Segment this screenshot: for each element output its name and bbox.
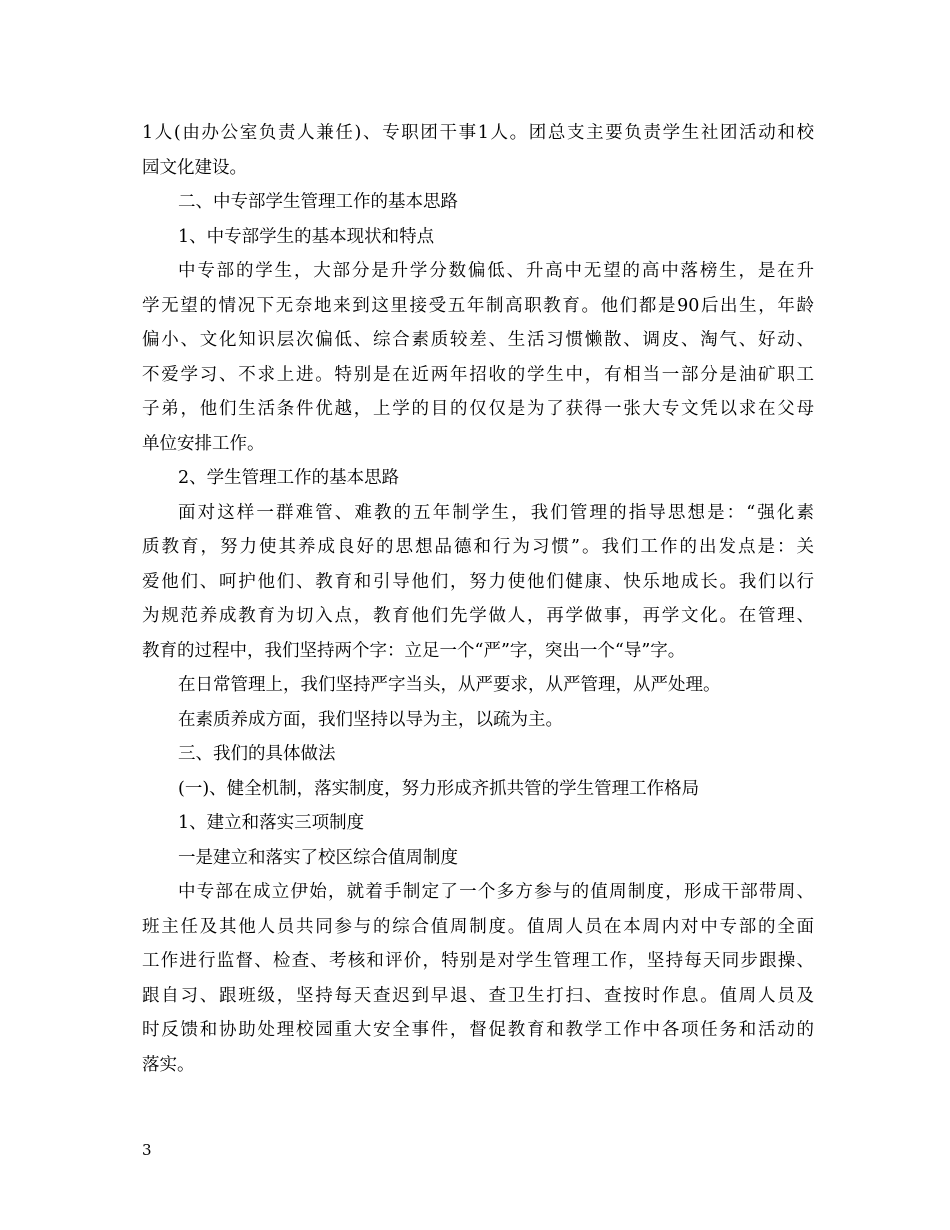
- text-line: 时反馈和协助处理校园重大安全事件，督促教育和教学工作中各项任务和活动的: [142, 1020, 814, 1040]
- text-line: 在素质养成方面，我们坚持以导为主，以疏为主。: [178, 709, 563, 730]
- text-line: 质教育，努力使其养成良好的思想品德和行为习惯”。我们工作的出发点是：关: [142, 537, 814, 557]
- text-line: 中专部在成立伊始，就着手制定了一个多方参与的值周制度，形成干部带周、: [178, 882, 814, 902]
- text-line: 单位安排工作。: [142, 433, 265, 454]
- page-number: 3: [142, 1141, 152, 1159]
- text-line: 学无望的情况下无奈地来到这里接受五年制高职教育。他们都是90后出生，年龄: [142, 295, 814, 316]
- text-line: 工作进行监督、检查、考核和评价，特别是对学生管理工作，坚持每天同步跟操、: [142, 951, 814, 971]
- text-line: 二、中专部学生管理工作的基本思路: [178, 192, 458, 212]
- text-line: 1、建立和落实三项制度: [178, 813, 365, 833]
- text-line: (一)、健全机制，落实制度，努力形成齐抓共管的学生管理工作格局: [178, 778, 700, 799]
- text-line: 园文化建设。: [142, 157, 247, 178]
- text-line: 不爱学习、不求上进。特别是在近两年招收的学生中，有相当一部分是油矿职工: [142, 364, 814, 385]
- text-line: 1、中专部学生的基本现状和特点: [178, 226, 435, 247]
- text-line: 爱他们、呵护他们、教育和引导他们，努力使他们健康、快乐地成长。我们以行: [142, 571, 814, 592]
- document-body: [142, 116, 814, 1082]
- text-line: 落实。: [142, 1054, 195, 1075]
- text-line: 班主任及其他人员共同参与的综合值周制度。值周人员在本周内对中专部的全面: [142, 916, 814, 937]
- text-line: 面对这样一群难管、难教的五年制学生，我们管理的指导思想是：“强化素: [178, 502, 814, 523]
- text-line: 中专部的学生，大部分是升学分数偏低、升高中无望的高中落榜生，是在升: [178, 261, 814, 281]
- text-line: 教育的过程中，我们坚持两个字：立足一个“严”字，突出一个“导”字。: [142, 640, 686, 661]
- text-line: 子弟，他们生活条件优越，上学的目的仅仅是为了获得一张大专文凭以求在父母: [142, 399, 814, 419]
- text-line: 一是建立和落实了校区综合值周制度: [178, 847, 458, 868]
- text-line: 为规范养成教育为切入点，教育他们先学做人，再学做事，再学文化。在管理、: [142, 606, 814, 626]
- text-line: 三、我们的具体做法: [178, 744, 336, 764]
- text-line: 1人(由办公室负责人兼任)、专职团干事1人。团总支主要负责学生社团活动和校: [142, 123, 814, 143]
- text-line: 偏小、文化知识层次偏低、综合素质较差、生活习惯懒散、调皮、淘气、好动、: [142, 330, 814, 350]
- text-line: 跟自习、跟班级，坚持每天查迟到早退、查卫生打扫、查按时作息。值周人员及: [142, 985, 814, 1006]
- text-line: 2、学生管理工作的基本思路: [178, 468, 400, 488]
- text-line: 在日常管理上，我们坚持严字当头，从严要求，从严管理，从严处理。: [178, 675, 721, 695]
